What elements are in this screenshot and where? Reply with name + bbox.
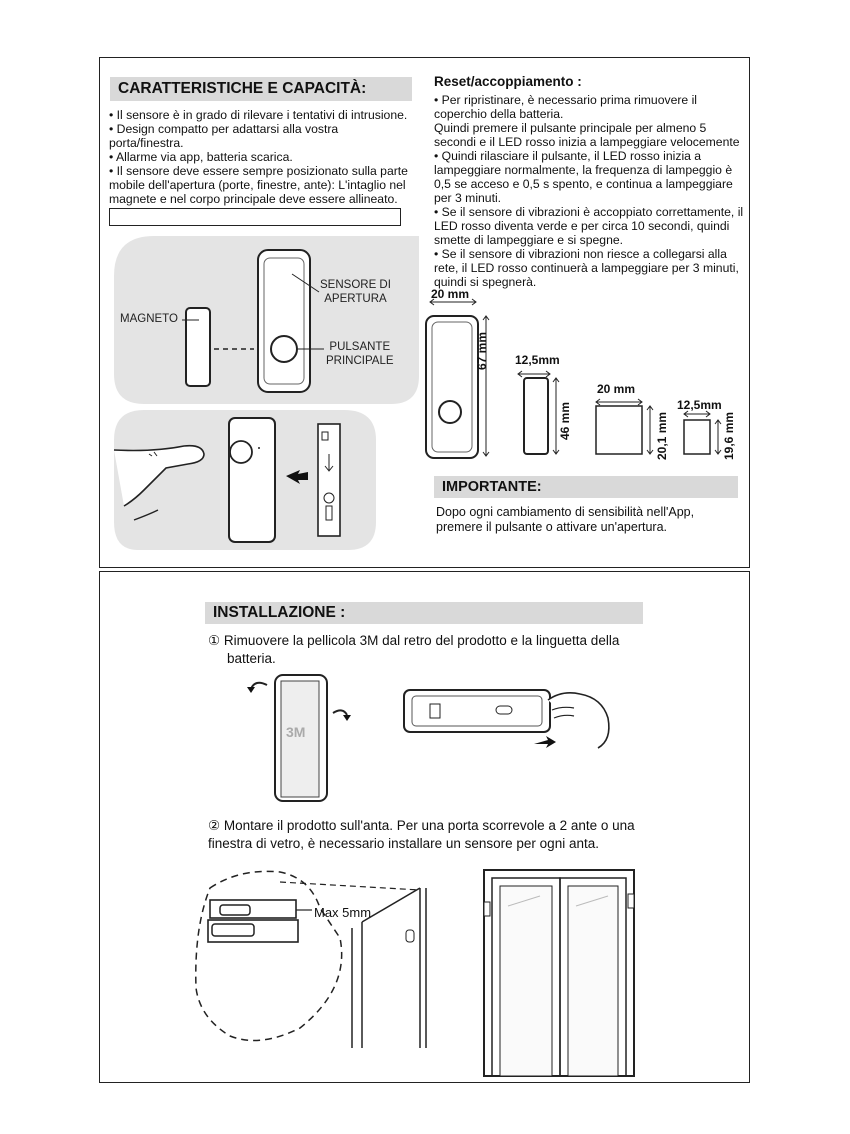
press-button-illustration xyxy=(114,410,376,550)
dim-spacer-height: 20,1 mm xyxy=(655,411,669,460)
dimension-drawings xyxy=(420,290,740,465)
step2-line: ② Montare il prodotto sull'anta. Per una porta scorrevole a 2 ante o una xyxy=(208,818,635,833)
features-line: • Allarme via app, batteria scarica. xyxy=(109,150,293,164)
reset-line: • Se il sensore di vibrazioni è accoppiato correttamente, il xyxy=(434,205,744,219)
features-line: • Design compatto per adattarsi alla vostra xyxy=(109,122,339,136)
label-button xyxy=(326,340,394,368)
step1-line: batteria. xyxy=(227,651,276,666)
reset-line: coperchio della batteria. xyxy=(434,107,564,121)
reset-line: • Se il sensore di vibrazioni non riesce a collegarsi alla xyxy=(434,247,727,261)
dim-spacer2-width: 12,5mm xyxy=(677,398,722,412)
install-step2 xyxy=(208,817,635,853)
label-button-line: PULSANTE xyxy=(329,341,391,353)
label-sensor xyxy=(320,278,391,306)
label-magnet: MAGNETO xyxy=(120,313,178,325)
empty-box xyxy=(109,208,401,226)
reset-line: LED rosso diventa verde e per circa 10 secondi, quindi xyxy=(434,219,730,233)
reset-line: secondi e il LED rosso inizia a lampeggiare velocemente xyxy=(434,135,740,149)
reset-line: 0,5 se acceso e 0,5 s spento, e continua a lampeggiare xyxy=(434,177,733,191)
step2-line: finestra di vetro, è necessario installare un sensore per ogni anta. xyxy=(208,836,599,851)
important-text xyxy=(436,505,694,535)
important-line: premere il pulsante o attivare un'apertura. xyxy=(436,520,667,534)
reset-line: per 3 minuti. xyxy=(434,191,502,205)
features-line: mobile dell'apertura (porte, finestre, ante): L'intaglio nel xyxy=(109,178,406,192)
features-line: • Il sensore è in grado di rilevare i tentativi di intrusione. xyxy=(109,108,408,122)
reset-line: • Per ripristinare, è necessario prima rimuovere il xyxy=(434,93,698,107)
sliding-window-illustration xyxy=(480,866,640,1076)
features-line: magnete e nel corpo principale deve essere allineato. xyxy=(109,192,398,206)
reset-line: • Quindi rilasciare il pulsante, il LED rosso inizia a xyxy=(434,149,702,163)
dim-sensor-height: 67 mm xyxy=(475,331,489,370)
features-text xyxy=(109,108,408,206)
reset-line: quindi si spegnerà. xyxy=(434,275,537,289)
label-sensor-line: APERTURA xyxy=(324,293,387,305)
dim-magnet-height: 46 mm xyxy=(558,401,572,440)
remove-battery-tab-illustration xyxy=(402,684,624,756)
features-line: • Il sensore deve essere sempre posizionato sulla parte xyxy=(109,164,408,178)
reset-line: smette di lampeggiare e si spegne. xyxy=(434,233,624,247)
important-line: Dopo ogni cambiamento di sensibilità nell'App, xyxy=(436,505,695,519)
important-title: IMPORTANTE: xyxy=(434,476,738,498)
install-step1 xyxy=(208,632,619,668)
reset-line: rete, il LED rosso continuerà a lampeggiare per 3 minuti, xyxy=(434,261,739,275)
reset-title: Reset/accoppiamento : xyxy=(434,74,582,89)
max-gap-label: Max 5mm xyxy=(314,905,372,920)
reset-line: lampeggiare normalmente, la frequenza di lampeggio è xyxy=(434,163,733,177)
dim-spacer-width: 20 mm xyxy=(597,382,636,396)
features-title: CARATTERISTICHE E CAPACITÀ: xyxy=(110,77,412,101)
dim-spacer2-height: 19,6 mm xyxy=(722,411,736,460)
label-button-line: PRINCIPALE xyxy=(326,355,394,367)
features-line: porta/finestra. xyxy=(109,136,184,150)
dim-sensor-width: 20 mm xyxy=(431,287,470,301)
installation-title: INSTALLAZIONE : xyxy=(205,602,643,624)
film-3m-label: 3M xyxy=(286,724,306,740)
dim-magnet-width: 12,5mm xyxy=(515,353,560,367)
mount-gap-detail-illustration xyxy=(190,868,440,1048)
label-sensor-line: SENSORE DI xyxy=(320,279,391,291)
reset-line: Quindi premere il pulsante principale per almeno 5 xyxy=(434,121,707,135)
reset-text xyxy=(434,93,743,289)
step1-line: ① Rimuovere la pellicola 3M dal retro del prodotto e la linguetta della xyxy=(208,633,620,648)
